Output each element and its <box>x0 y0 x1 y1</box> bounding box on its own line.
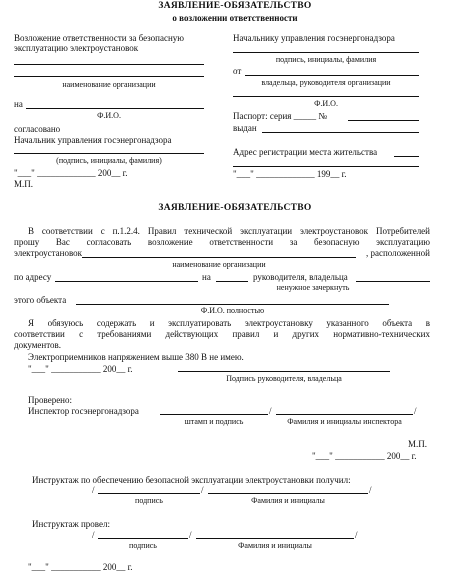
slash-7: / <box>189 530 192 540</box>
checked-label: Проверено: <box>28 395 73 405</box>
briefing-name-caption: Фамилия и инициалы <box>251 496 325 505</box>
slash-2: / <box>414 406 417 416</box>
object-fio-line[interactable] <box>76 304 389 305</box>
briefing-sign-caption: подпись <box>135 496 163 505</box>
left-mp: М.П. <box>14 179 34 189</box>
strike-note: ненужное зачеркнуть <box>276 283 350 292</box>
instructor-sign-caption: подпись <box>129 541 157 550</box>
org-line-2[interactable] <box>14 76 204 77</box>
issued-line[interactable] <box>262 132 419 133</box>
slash-1: / <box>269 406 272 416</box>
stamp-line[interactable] <box>160 414 268 415</box>
p1-line-2: прошу Вас согласовать возложение ответственности за безопасную эксплуатацию <box>14 237 430 247</box>
subject-line-1: Возложение ответственности за безопасную <box>14 33 185 43</box>
address-line[interactable] <box>55 281 198 282</box>
from-line[interactable] <box>245 75 419 76</box>
inspector-name-caption: Фамилия и инициалы инспектора <box>287 417 402 426</box>
slash-4: / <box>201 485 204 495</box>
reg-address-label: Адрес регистрации места жительства <box>233 147 378 157</box>
p1-line-1: В соответствии с п.1.2.4. Правил технической эксплуатации электроустановок Потребителей <box>28 226 430 236</box>
slash-6: / <box>92 530 95 540</box>
org-name-caption: наименование организации <box>172 260 266 269</box>
fio-caption-left: Ф.И.О. <box>97 111 121 120</box>
main-mp: М.П. <box>408 439 428 449</box>
head-sign-line[interactable] <box>14 153 204 154</box>
date-2: "___" ___________ 200__ г. <box>312 451 417 461</box>
org-name-line[interactable] <box>82 257 356 258</box>
main-title: ЗАЯВЛЕНИЕ-ОБЯЗАТЕЛЬСТВО <box>158 203 312 213</box>
right-date-line: "___" _____________ 199__ г. <box>233 169 347 179</box>
receivers-statement: Электроприемников напряжением выше 380 В не имею. <box>28 352 244 362</box>
date-1: "___" ___________ 200__ г. <box>28 364 133 374</box>
issued-label: выдан <box>233 123 257 133</box>
fio-line-right[interactable] <box>233 96 419 97</box>
instructor-sign-line[interactable] <box>98 538 188 539</box>
inspector-label: Инспектор госэнергонадзора <box>28 406 139 416</box>
subject-line-2: эксплуатацию электроустановок <box>14 43 139 53</box>
head-title-left: Начальник управления госэнергонадзора <box>14 135 172 145</box>
object-label: этого объекта <box>14 295 67 305</box>
addressee-line[interactable] <box>233 52 419 53</box>
date-3: "___" ___________ 200__ г. <box>28 562 133 572</box>
manager-sign-line[interactable] <box>178 371 390 372</box>
briefing-name-line[interactable] <box>208 493 368 494</box>
slash-8: / <box>355 530 358 540</box>
fio-caption-right: Ф.И.О. <box>314 99 338 108</box>
head-sign-caption: (подпись, инициалы, фамилия) <box>56 156 162 165</box>
instructor-name-line[interactable] <box>196 538 354 539</box>
agreed-label: согласовано <box>14 124 61 134</box>
na-line[interactable] <box>26 108 204 109</box>
briefing-sign-line[interactable] <box>98 493 200 494</box>
document-title: ЗАЯВЛЕНИЕ-ОБЯЗАТЕЛЬСТВО <box>158 1 312 11</box>
document-subtitle: о возложении ответственности <box>172 13 298 23</box>
p2-line-2: соответствии с требованиями действующих правил и других нормативно-технических <box>14 329 430 339</box>
main-na-label: на <box>202 272 211 282</box>
manager-sign-caption: Подпись руководителя, владельца <box>226 374 342 383</box>
passport-label: Паспорт: серия _____ № <box>233 111 328 121</box>
p2-line-3: документов. <box>14 340 62 350</box>
instructor-name-caption: Фамилия и инициалы <box>238 541 312 550</box>
manager-line[interactable] <box>356 281 430 282</box>
fio-full-caption: Ф.И.О. полностью <box>200 306 265 315</box>
p2-line-1: Я обязуюсь содержать и эксплуатировать электроустановку указанного объекта в <box>28 318 430 328</box>
from-label: от <box>233 66 242 76</box>
passport-number-line[interactable] <box>348 120 419 121</box>
from-caption: владельца, руководителя организации <box>261 78 391 87</box>
reg-address-line-2[interactable] <box>233 166 419 167</box>
na-label: на <box>14 99 23 109</box>
slash-3: / <box>92 485 95 495</box>
stamp-caption: штамп и подпись <box>184 417 244 426</box>
address-label: по адресу <box>14 272 52 282</box>
addressee-title: Начальнику управления госэнергонадзора <box>233 33 395 43</box>
briefing-received: Инструктаж по обеспечению безопасной эксплуатации электроустановки получил: <box>32 475 351 485</box>
inspector-name-line[interactable] <box>276 414 413 415</box>
slash-5: / <box>369 485 372 495</box>
p1-line-3-start: электроустановок <box>14 248 83 258</box>
manager-label: руководителя, владельца <box>253 272 348 282</box>
p1-line-3-end: , расположенной <box>366 248 430 258</box>
left-date-line: "___" _____________ 200__ г. <box>14 168 128 178</box>
org-caption: наименование организации <box>62 80 156 89</box>
na-short-line[interactable] <box>216 281 248 282</box>
reg-address-line-1[interactable] <box>394 156 419 157</box>
org-line-1[interactable] <box>14 64 204 65</box>
briefing-given: Инструктаж провел: <box>32 519 110 529</box>
addressee-caption: подпись, инициалы, фамилия <box>275 55 377 64</box>
